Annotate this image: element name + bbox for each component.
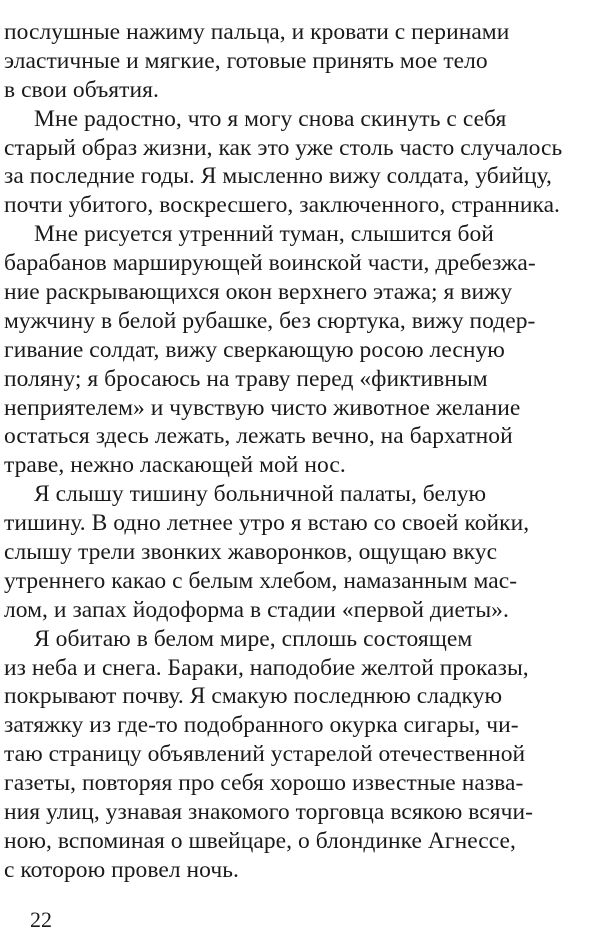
text-line: из неба и снега. Бараки, наподобие желтой проказы, (4, 654, 529, 681)
text-line: почти убитого, воскресшего, заключенного, странника. (4, 192, 560, 219)
text-line: поляну; я бросаюсь на траву перед «фиктивным (4, 365, 488, 392)
text-line: тишину. В одно летнее утро я встаю со своей койки, (4, 510, 530, 537)
text-line: в свои объятия. (4, 76, 159, 103)
page-number: 22 (30, 907, 52, 932)
text-line: послушные нажиму пальца, и кровати с перинами (4, 19, 510, 45)
text-line: неприятелем» и чувствую чисто животное желание (4, 394, 521, 421)
text-line: мужчину в белой рубашке, без сюртука, вижу подер- (4, 307, 536, 334)
text-line: утреннего какао с белым хлебом, намазанным мас- (4, 567, 518, 594)
text-line: траве, нежно ласкающей мой нос. (4, 452, 346, 479)
text-line: ною, вспоминая о швейцаре, о блондинке Агнессе, (4, 827, 516, 854)
text-line: покрывают почву. Я смакую последнюю сладкую (4, 683, 503, 710)
text-line: ние раскрывающихся окон верхнего этажа; я вижу (4, 279, 513, 306)
text-line: лом, и запах йодоформа в стадии «первой диеты». (4, 596, 509, 623)
text-line: старый образ жизни, как это уже столь часто случалось (4, 134, 563, 161)
text-line: гивание солдат, вижу сверкающую росою лесную (4, 336, 505, 363)
text-line: барабанов марширующей воинской части, дребезжа- (4, 250, 536, 277)
text-line: слышу трели звонких жаворонков, ощущаю вкус (4, 539, 498, 566)
text-line: ния улиц, узнавая знакомого торговца всякою всячи- (4, 799, 534, 826)
text-line: газеты, повторяя про себя хорошо известные назва- (4, 770, 524, 797)
text-line: Мне рисуется утренний туман, слышится бой (34, 221, 494, 248)
text-line: за последние годы. Я мысленно вижу солдата, убийцу, (4, 163, 552, 190)
body-text (4, 18, 600, 885)
text-line: остаться здесь лежать, лежать вечно, на бархатной (4, 423, 513, 450)
text-line: таю страницу объявлений устарелой отечественной (4, 741, 526, 768)
text-line: Я слышу тишину больничной палаты, белую (34, 481, 487, 508)
text-line: Я обитаю в белом мире, сплошь состоящем (34, 625, 473, 652)
text-line: затяжку из где-то подобранного окурка сигары, чи- (4, 712, 519, 739)
text-line: Мне радостно, что я могу снова скинуть с себя (34, 105, 507, 132)
text-line: с которою провел ночь. (4, 856, 239, 883)
text-line: эластичные и мягкие, готовые принять мое тело (4, 47, 488, 74)
